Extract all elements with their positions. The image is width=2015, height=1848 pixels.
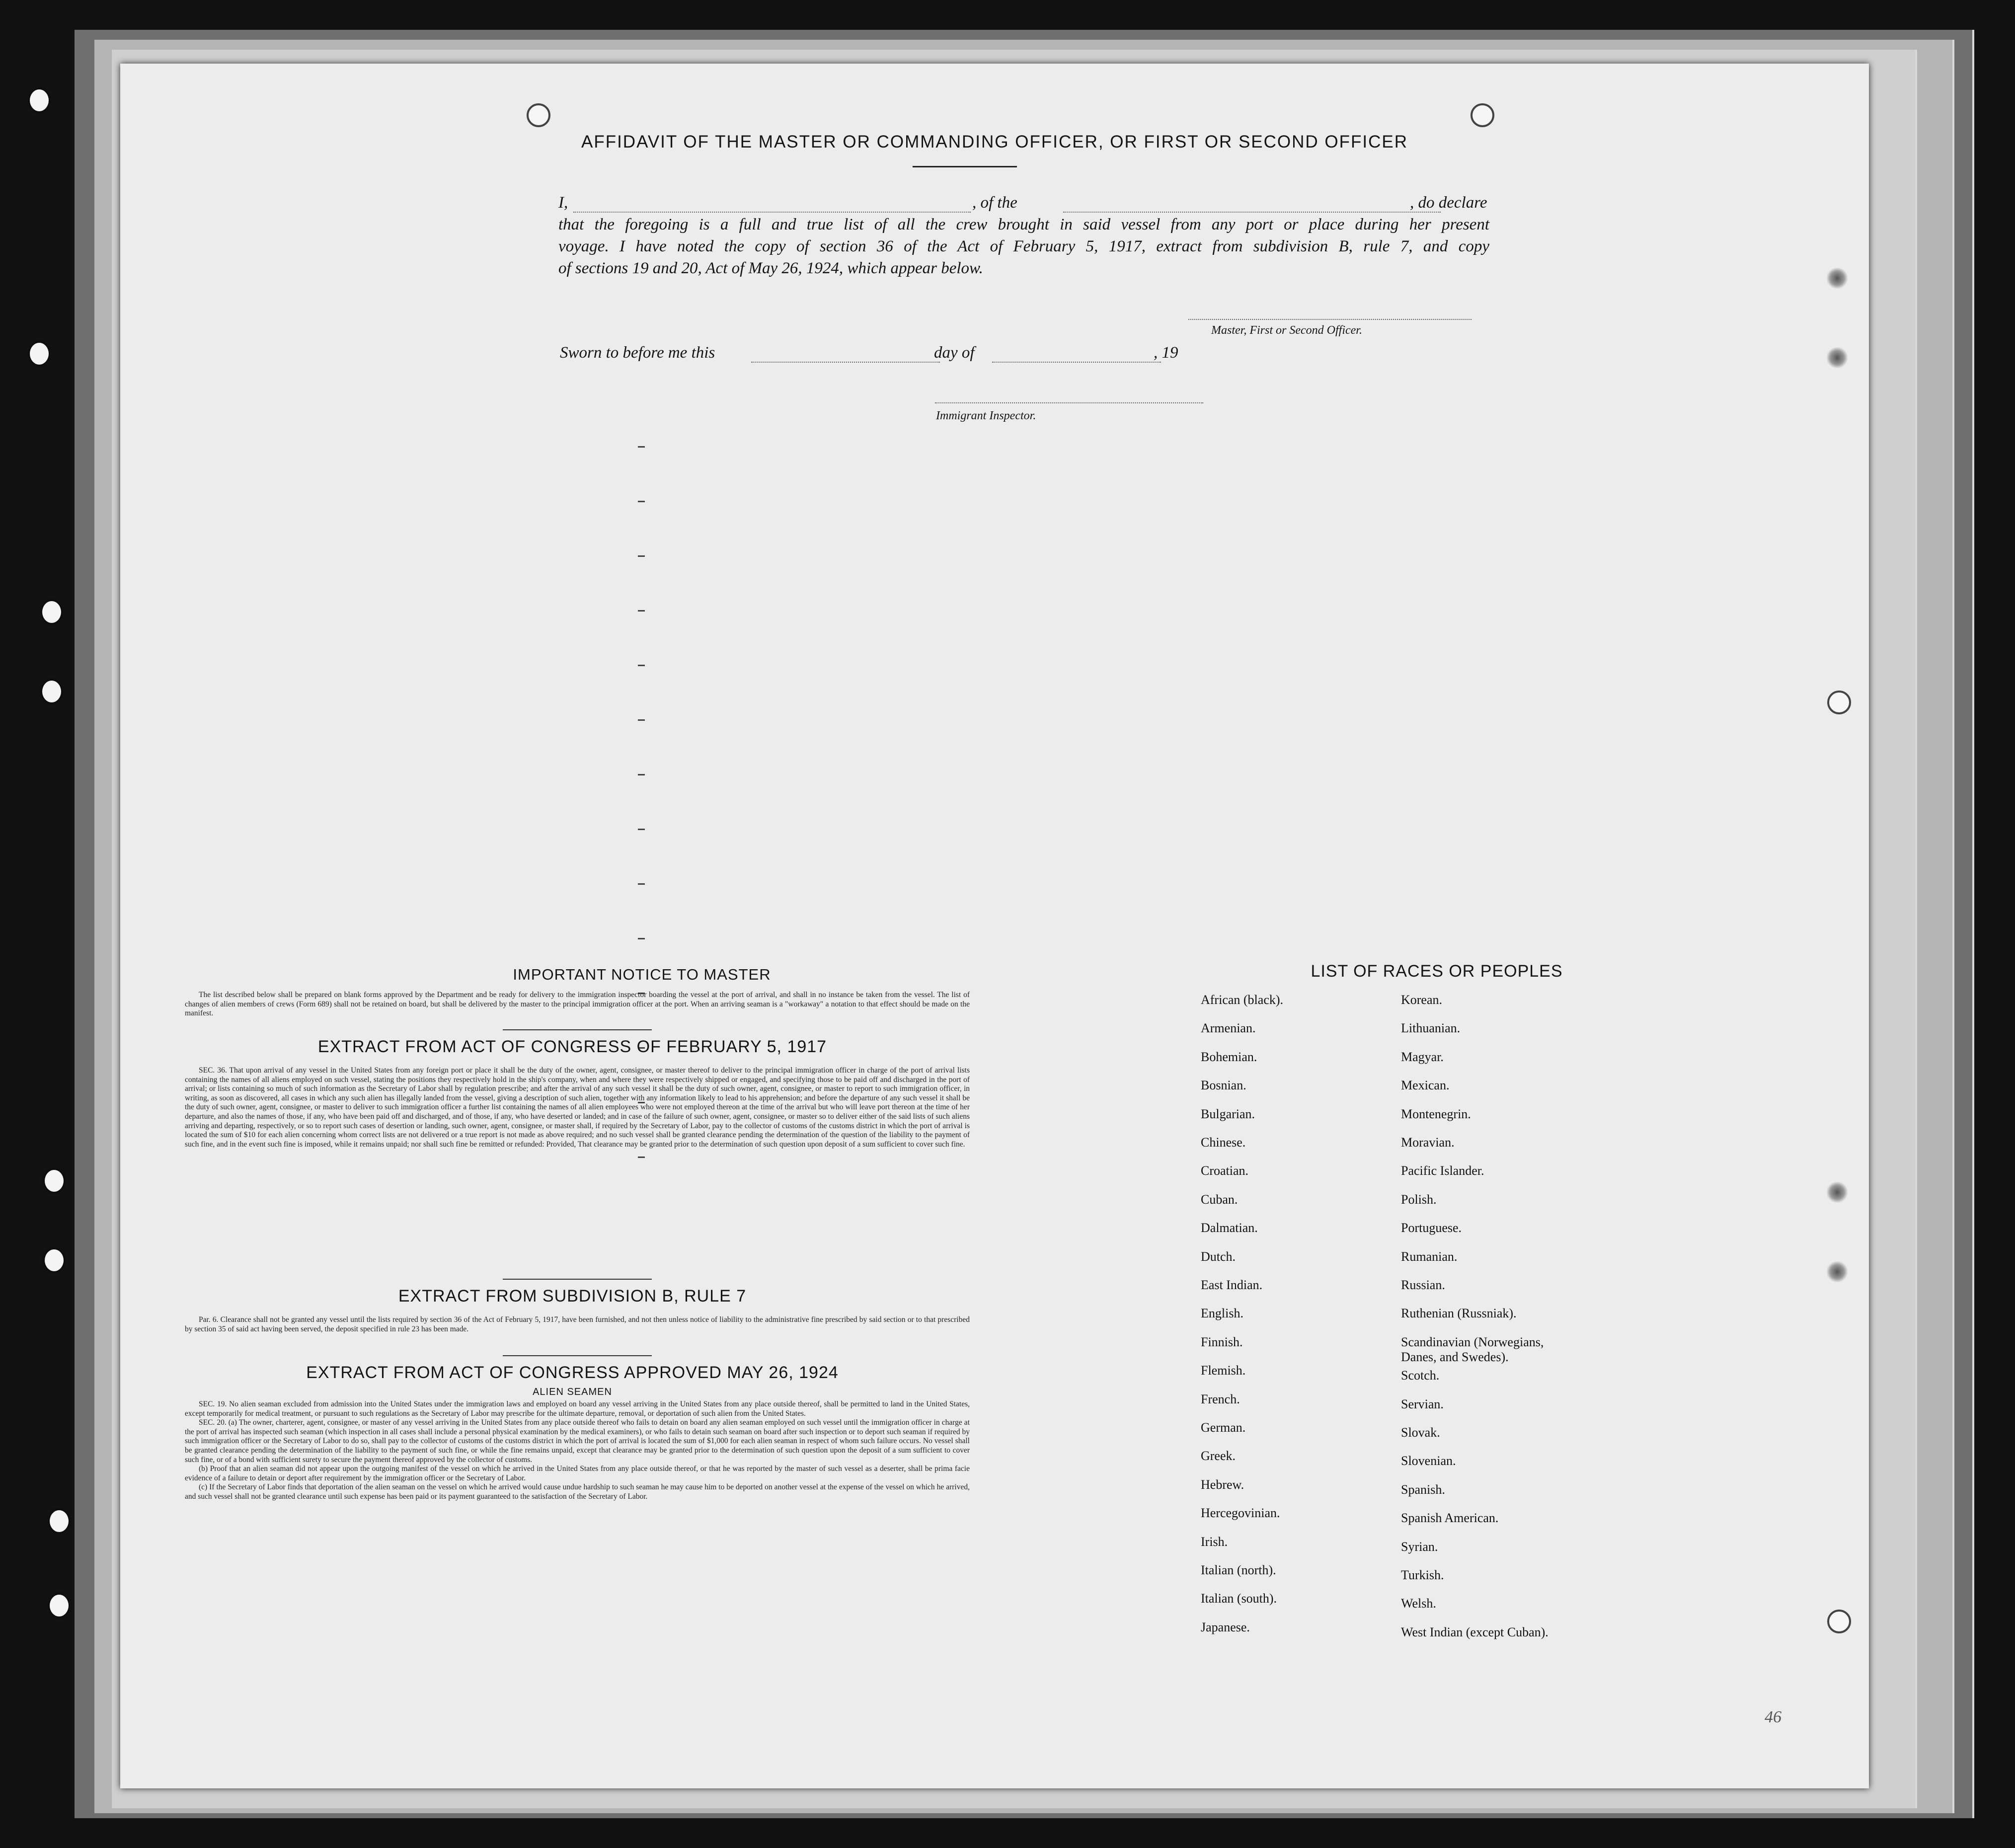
race-item: Korean. [1401, 993, 1443, 1007]
race-item: Rumanian. [1401, 1249, 1458, 1264]
inspector-signature-blank[interactable] [935, 401, 1203, 403]
column-tick [638, 555, 645, 557]
race-item: Chinese. [1201, 1135, 1246, 1150]
binder-hole [50, 1595, 69, 1617]
race-item: Slovak. [1401, 1425, 1440, 1440]
race-item: African (black). [1201, 993, 1284, 1007]
punch-hole [1471, 103, 1494, 127]
race-item: Hebrew. [1201, 1477, 1244, 1492]
race-item: French. [1201, 1392, 1240, 1406]
punch-hole [1826, 1261, 1848, 1283]
race-item: English. [1201, 1306, 1243, 1320]
declare-text: , do declare [1410, 194, 1487, 212]
race-item: East Indian. [1201, 1278, 1263, 1292]
column-tick [638, 501, 645, 502]
race-item: Dutch. [1201, 1249, 1236, 1264]
sec-20c-text: (c) If the Secretary of Labor finds that deportation of the alien seaman on the vessel on which he arrived would cause undue hardship to such seaman he may cause him to be deported on another vessel at the expense of the vessel on which he arrived, and such vessel shall not be granted clearance until such expense has been paid or its payment guaranteed to the satisfaction of the Secretary of Labor. [185, 1483, 970, 1501]
punch-hole [527, 103, 550, 127]
binder-hole [50, 1510, 69, 1532]
extract-1924-body [185, 1400, 970, 1502]
sworn-year: , 19 [1154, 344, 1178, 362]
extract-rule7-title: EXTRACT FROM SUBDIVISION B, RULE 7 [398, 1287, 747, 1306]
sec-20b-text: (b) Proof that an alien seaman did not appear upon the outgoing manifest of the vessel on which he arrived in the United States from any place outside thereof, or that he was reported by the master of such vessel as a deserter, shall be prima facie evidence of a failure to detain or deport after requirement by the immigration officer or the Secretary of Labor. [185, 1464, 970, 1482]
races-column-1 [1201, 993, 1399, 1638]
notice-title: IMPORTANT NOTICE TO MASTER [513, 966, 771, 983]
sworn-prefix: Sworn to before me this [560, 344, 715, 362]
extract-1924-title: EXTRACT FROM ACT OF CONGRESS APPROVED MAY 26, 1924 [306, 1363, 839, 1382]
race-item: Servian. [1401, 1397, 1444, 1411]
race-item: West Indian (except Cuban). [1401, 1625, 1549, 1639]
extract-1917-title: EXTRACT FROM ACT OF CONGRESS OF FEBRUARY 5, 1917 [317, 1037, 827, 1056]
race-item: Russian. [1401, 1278, 1445, 1292]
alien-seamen-subtitle: ALIEN SEAMEN [533, 1386, 612, 1397]
sec-36-text: SEC. 36. That upon arrival of any vessel in the United States from any foreign port or place it shall be the duty of the owner, agent, consignee, or master thereof to deliver to the principal immigration officer in charge of the port of arrival lists containing the names of all aliens employed on such vessel, stating the positions they respectively hold in the ship's company, when and where they were respectively shipped or engaged, and specifying those to be paid off and discharged in the port of arrival; or lists containing so much of such information as the Secretary of Labor shall by regulation prescribe; and after the arrival of any such vessel it shall be the duty of such owner, agent, consignee, or master to report to such immigration officer, in writing, as soon as discovered, all cases in which any such alien has illegally landed from the vessel, giving a description of such alien, together with any information likely to lead to his apprehension; and before the departure of any such vessel it shall be the duty of such owner, agent, consignee, or master to deliver to such immigration officer a further list containing the names of all alien employees who were not employed thereon at the time of the arrival but who will leave port thereon at the time of her departure, and also the names of those, if any, who have been paid off and discharged, and of those, if any, who have deserted or landed; and in case of the failure of such owner, agent, consignee, or master so to deliver either of the said lists of such aliens arriving and departing, respectively, or so to report such cases of desertion or landing, such owner, agent, consignee, or master shall, if required by the Secretary of Labor, pay to the collector of customs of the customs district in which the port of arrival is located the sum of $10 for each alien concerning whom correct lists are not delivered or a true report is not made as above required; and no such vessel shall be granted clearance pending the determination of the question of the liability to the payment of such fine, and in the event such fine is imposed, while it remains unpaid; nor shall such fine be remitted or refunded: Provided, That clearance may be granted prior to the determination of such question upon deposit of a sum sufficient to cover such fine. [185, 1066, 970, 1149]
manifest-page [120, 64, 1869, 1788]
column-tick [638, 719, 645, 721]
races-column-2 [1401, 993, 1679, 1638]
race-item: Bohemian. [1201, 1050, 1257, 1064]
sworn-day-blank[interactable] [751, 361, 940, 363]
section-separator [503, 1355, 652, 1356]
declarant-prefix: I, [558, 194, 568, 212]
inspector-label: Immigrant Inspector. [936, 409, 1036, 422]
binder-hole [45, 1170, 64, 1192]
par-6-text: Par. 6. Clearance shall not be granted any vessel until the lists required by section 36 of the Act of February 5, 1917, have been furnished, and not then unless notice of liability to the administrative fine prescribed by said section or to that prescribed by section 35 of said act having been served, the deposit specified in rule 23 has been made. [185, 1315, 970, 1333]
binder-hole [45, 1249, 64, 1271]
race-item: Hercegovinian. [1201, 1506, 1280, 1520]
race-item: Italian (north). [1201, 1563, 1276, 1577]
extract-rule7-body [185, 1315, 970, 1334]
column-tick [638, 938, 645, 939]
declarant-name-blank[interactable] [573, 211, 971, 213]
race-item: Polish. [1401, 1192, 1437, 1207]
race-item: Montenegrin. [1401, 1107, 1471, 1121]
race-item: Scotch. [1401, 1368, 1440, 1383]
binder-hole [30, 89, 49, 111]
vessel-name-blank[interactable] [1063, 211, 1441, 213]
column-tick [638, 446, 645, 448]
section-separator [503, 1279, 652, 1280]
race-item: Cuban. [1201, 1192, 1238, 1207]
race-item: Bosnian. [1201, 1078, 1246, 1092]
race-item: Irish. [1201, 1535, 1228, 1549]
section-separator [503, 1029, 652, 1030]
race-item: Lithuanian. [1401, 1021, 1461, 1035]
race-item: Spanish. [1401, 1482, 1445, 1497]
race-item: Flemish. [1201, 1363, 1246, 1378]
master-signature-blank[interactable] [1188, 318, 1472, 320]
race-item: Turkish. [1401, 1568, 1444, 1582]
race-item: Italian (south). [1201, 1591, 1277, 1606]
race-item: Welsh. [1401, 1596, 1436, 1611]
race-item: Slovenian. [1401, 1454, 1456, 1468]
race-item: Finnish. [1201, 1335, 1243, 1349]
affidavit-line-2: that the foregoing is a full and true list of all the crew brought in said vessel from any port or place during her present [558, 216, 1489, 233]
race-item: Scandinavian (Norwegians, [1401, 1335, 1544, 1349]
punch-hole [1827, 1610, 1851, 1633]
race-item: Pacific Islander. [1401, 1163, 1484, 1178]
race-item: Croatian. [1201, 1163, 1249, 1178]
race-item: Japanese. [1201, 1620, 1250, 1634]
binder-hole [42, 681, 61, 702]
race-item: Syrian. [1401, 1540, 1438, 1554]
race-item: Moravian. [1401, 1135, 1455, 1150]
binder-hole [42, 601, 61, 623]
races-title: LIST OF RACES OR PEOPLES [1311, 962, 1563, 981]
race-item: Portuguese. [1401, 1221, 1462, 1235]
punch-hole [1826, 267, 1848, 289]
sec-19-text: SEC. 19. No alien seaman excluded from admission into the United States under the immigration laws and employed on board any vessel arriving in the United States from any place outside thereof, shall be permitted to land in the United States, except temporarily for medical treatment, or pursuant to such regulations as the Secretary of Labor may prescribe for the ultimate departure, removal, or deportation of such alien from the United States. [185, 1400, 970, 1418]
notice-text: The list described below shall be prepared on blank forms approved by the Department and be ready for delivery to the immigration inspector boarding the vessel at the port of arrival, and shall in no instance be taken from the vessel. The list of changes of alien members of crews (Form 689) shall not be retained on board, but shall be delivered by the master to the principal immigration officer at the port. When an arriving seaman is a "workaway" a notation to that effect should be made on the manifest. [185, 991, 970, 1018]
master-label: Master, First or Second Officer. [1211, 324, 1362, 337]
race-item: Spanish American. [1401, 1511, 1499, 1525]
vessel-prefix: , of the [972, 194, 1017, 212]
race-item: Bulgarian. [1201, 1107, 1255, 1121]
column-tick [638, 883, 645, 885]
race-item: Magyar. [1401, 1050, 1444, 1064]
margin-note: 46 [1765, 1708, 1782, 1726]
title-rule [913, 166, 1017, 167]
race-item: Ruthenian (Russniak). [1401, 1306, 1517, 1320]
affidavit-line-3: voyage. I have noted the copy of section 36 of the Act of February 5, 1917, extract from subdivision B, rule 7, and copy [558, 237, 1489, 255]
race-item: German. [1201, 1420, 1246, 1435]
race-item: Dalmatian. [1201, 1221, 1258, 1235]
column-tick [638, 665, 645, 666]
race-item: Greek. [1201, 1449, 1236, 1463]
affidavit-title: AFFIDAVIT OF THE MASTER OR COMMANDING OFFICER, OR FIRST OR SECOND OFFICER [581, 132, 1408, 152]
column-tick [638, 610, 645, 612]
column-tick [638, 774, 645, 775]
binder-hole [30, 343, 49, 365]
notice-body [185, 991, 970, 1018]
race-item: Armenian. [1201, 1021, 1256, 1035]
column-tick [638, 829, 645, 830]
punch-hole [1827, 691, 1851, 714]
punch-hole [1826, 347, 1848, 369]
race-item: Danes, and Swedes). [1401, 1350, 1509, 1364]
sec-20a-text: SEC. 20. (a) The owner, charterer, agent, consignee, or master of any vessel arriving in the United States from any place outside thereof who fails to detain on board any alien seaman employed on such vessel until the immigration officer in charge at the port of arrival has inspected such seaman (which inspection in all cases shall include a personal physical examination by the medical examiners), or who fails to detain such seaman on board after such inspection or to deport such seaman if required by such immigration officer or the Secretary of Labor to do so, shall pay to the collector of customs of the customs district in which the port of arrival is located the sum of $1,000 for each alien seaman in respect of whom such failure occurs. No vessel shall be granted clearance pending the determination of the liability to the payment of such fine, or while the fine remains unpaid, except that clearance may be granted prior to the determination of such question upon the deposit of a sum sufficient to cover such fine, or of a bond with sufficient surety to secure the payment thereof approved by the collector of customs. [185, 1418, 970, 1464]
sworn-day-of: day of [934, 344, 975, 362]
sworn-month-blank[interactable] [992, 361, 1161, 363]
extract-1917-body [185, 1066, 970, 1149]
column-tick [638, 1156, 645, 1158]
race-item: Mexican. [1401, 1078, 1450, 1092]
affidavit-line-4: of sections 19 and 20, Act of May 26, 1924, which appear below. [558, 259, 983, 277]
punch-hole [1826, 1181, 1848, 1203]
